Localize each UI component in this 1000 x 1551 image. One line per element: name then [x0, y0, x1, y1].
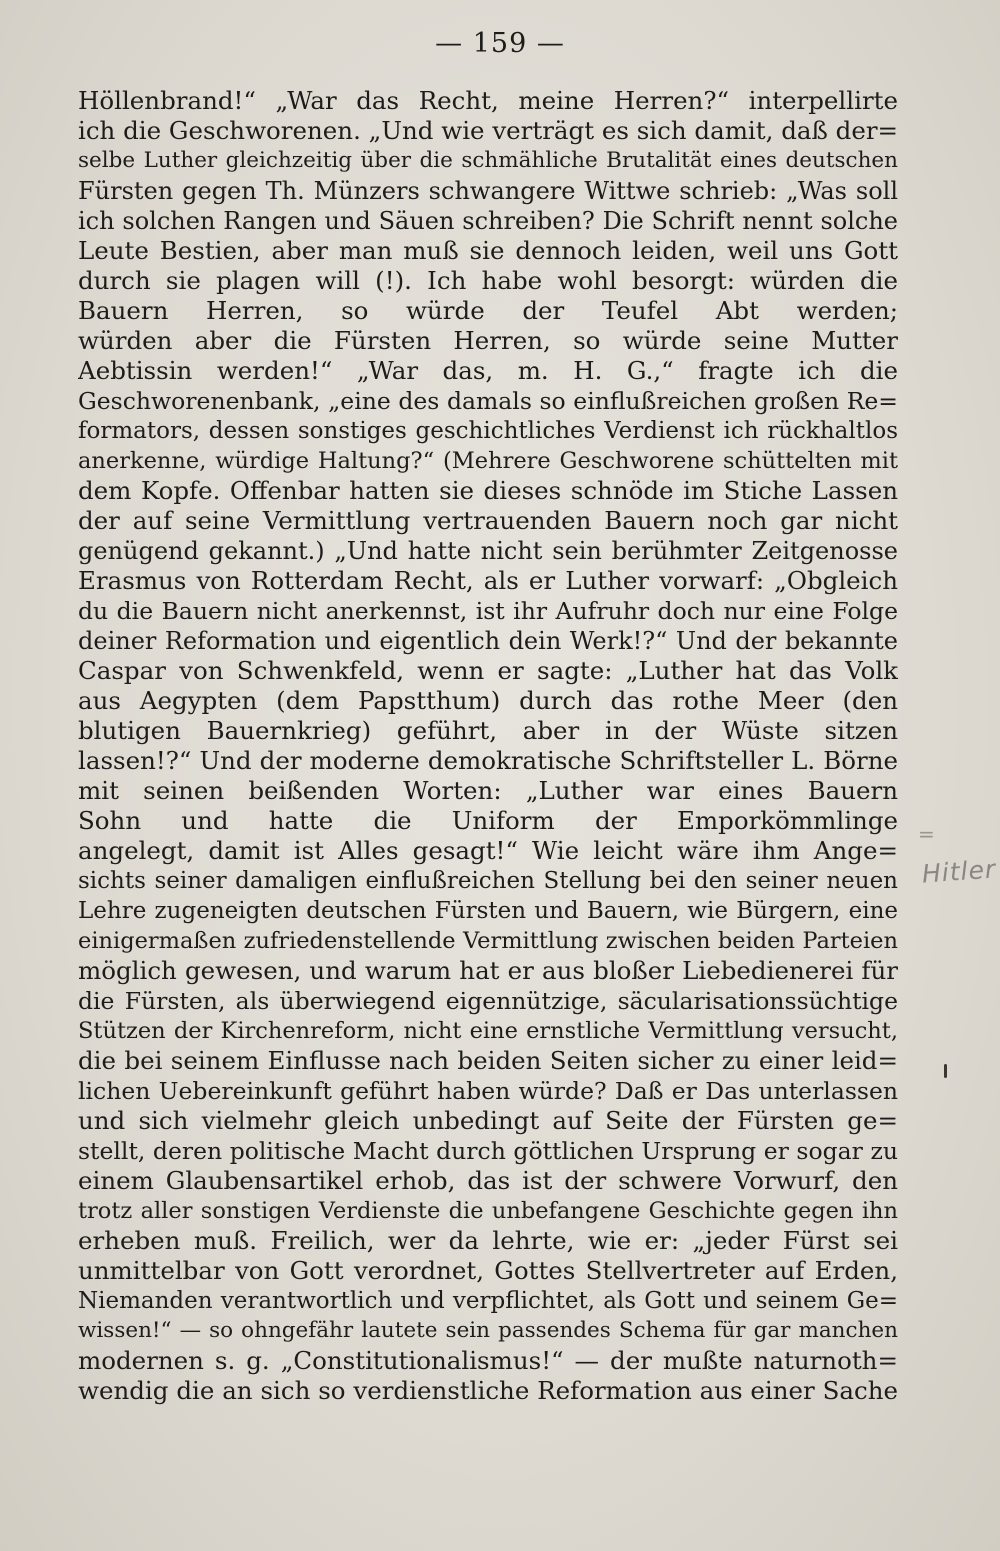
text-line: durch sie plagen will (!). Ich habe wohl besorgt: würden die: [78, 266, 898, 295]
body-text: [78, 86, 898, 1406]
text-line: du die Bauern nicht anerkennst, ist ihr Aufruhr doch nur eine Folge: [78, 597, 898, 625]
text-line: Stützen der Kirchenreform, nicht eine ernstliche Vermittlung versucht,: [78, 1018, 898, 1044]
text-line: trotz aller sonstigen Verdienste die unbefangene Geschichte gegen ihn: [78, 1198, 898, 1224]
text-line: wissen!“ — so ohngefähr lautete sein passendes Schema für gar manchen: [78, 1318, 898, 1343]
text-line: modernen s. g. „Constitutionalismus!“ — der mußte naturnoth=: [78, 1346, 898, 1375]
text-line: Leute Bestien, aber man muß sie dennoch leiden, weil uns Gott: [78, 236, 898, 265]
text-line: selbe Luther gleichzeitig über die schmähliche Brutalität eines deutschen: [78, 148, 898, 173]
text-line: stellt, deren politische Macht durch göttlichen Ursprung er sogar zu: [78, 1137, 898, 1165]
text-line: erheben muß. Freilich, wer da lehrte, wie er: „jeder Fürst sei: [78, 1226, 898, 1255]
text-line: die Fürsten, als überwiegend eigennützige, säcularisationssüchtige: [78, 987, 898, 1015]
text-line: ich die Geschworenen. „Und wie verträgt es sich damit, daß der=: [78, 116, 898, 145]
text-line: ich solchen Rangen und Säuen schreiben? Die Schrift nennt solche: [78, 207, 898, 235]
text-line: Fürsten gegen Th. Münzers schwangere Wittwe schrieb: „Was soll: [78, 177, 898, 205]
text-line: und sich vielmehr gleich unbedingt auf Seite der Fürsten ge=: [78, 1106, 898, 1135]
text-line: möglich gewesen, und warum hat er aus bloßer Liebedienerei für: [78, 956, 898, 985]
text-line: der auf seine Vermittlung vertrauenden Bauern noch gar nicht: [78, 506, 898, 535]
text-line: die bei seinem Einflusse nach beiden Seiten sicher zu einer leid=: [78, 1046, 898, 1075]
text-line: angelegt, damit ist Alles gesagt!“ Wie leicht wäre ihm Ange=: [78, 836, 898, 865]
text-line: anerkenne, würdige Haltung?“ (Mehrere Geschworene schüttelten mit: [78, 448, 898, 474]
text-line: wendig die an sich so verdienstliche Reformation aus einer Sache: [78, 1376, 898, 1405]
text-line: würden aber die Fürsten Herren, so würde seine Mutter: [78, 326, 898, 355]
text-line: Höllenbrand!“ „War das Recht, meine Herren?“ interpellirte: [78, 86, 898, 115]
text-line: unmittelbar von Gott verordnet, Gottes Stellvertreter auf Erden,: [78, 1256, 898, 1285]
margin-handwritten-note: Hitler: [921, 854, 998, 889]
text-line: genügend gekannt.) „Und hatte nicht sein berühmter Zeitgenosse: [78, 537, 898, 565]
text-line: einigermaßen zufriedenstellende Vermittlung zwischen beiden Parteien: [78, 928, 898, 954]
margin-pencil-dot: [944, 1064, 947, 1078]
text-line: sichts seiner damaligen einflußreichen Stellung bei den seiner neuen: [78, 868, 898, 894]
text-line: deiner Reformation und eigentlich dein Werk!?“ Und der bekannte: [78, 627, 898, 655]
text-line: Bauern Herren, so würde der Teufel Abt werden;: [78, 296, 898, 325]
text-line: Lehre zugeneigten deutschen Fürsten und Bauern, wie Bürgern, eine: [78, 898, 898, 924]
text-line: Niemanden verantwortlich und verpflichtet, als Gott und seinem Ge=: [78, 1288, 898, 1314]
text-line: aus Aegypten (dem Papstthum) durch das rothe Meer (den: [78, 686, 898, 715]
text-line: Sohn und hatte die Uniform der Emporkömmlinge: [78, 806, 898, 835]
text-line: Geschworenenbank, „eine des damals so einflußreichen großen Re=: [78, 387, 898, 415]
margin-pencil-mark: =: [918, 822, 935, 846]
text-line: blutigen Bauernkrieg) geführt, aber in der Wüste sitzen: [78, 716, 898, 745]
text-line: formators, dessen sonstiges geschichtliches Verdienst ich rückhaltlos: [78, 418, 898, 444]
text-line: Erasmus von Rotterdam Recht, als er Luther vorwarf: „Obgleich: [78, 566, 898, 595]
text-line: dem Kopfe. Offenbar hatten sie dieses schnöde im Stiche Lassen: [78, 476, 898, 505]
text-line: Aebtissin werden!“ „War das, m. H. G.,“ fragte ich die: [78, 356, 898, 385]
text-line: einem Glaubensartikel erhob, das ist der schwere Vorwurf, den: [78, 1166, 898, 1195]
text-line: lichen Uebereinkunft geführt haben würde? Daß er Das unterlassen: [78, 1077, 898, 1105]
page-number: — 159 —: [435, 28, 565, 59]
text-line: lassen!?“ Und der moderne demokratische Schriftsteller L. Börne: [78, 746, 898, 775]
text-line: mit seinen beißenden Worten: „Luther war eines Bauern: [78, 776, 898, 805]
text-line: Caspar von Schwenkfeld, wenn er sagte: „Luther hat das Volk: [78, 656, 898, 685]
